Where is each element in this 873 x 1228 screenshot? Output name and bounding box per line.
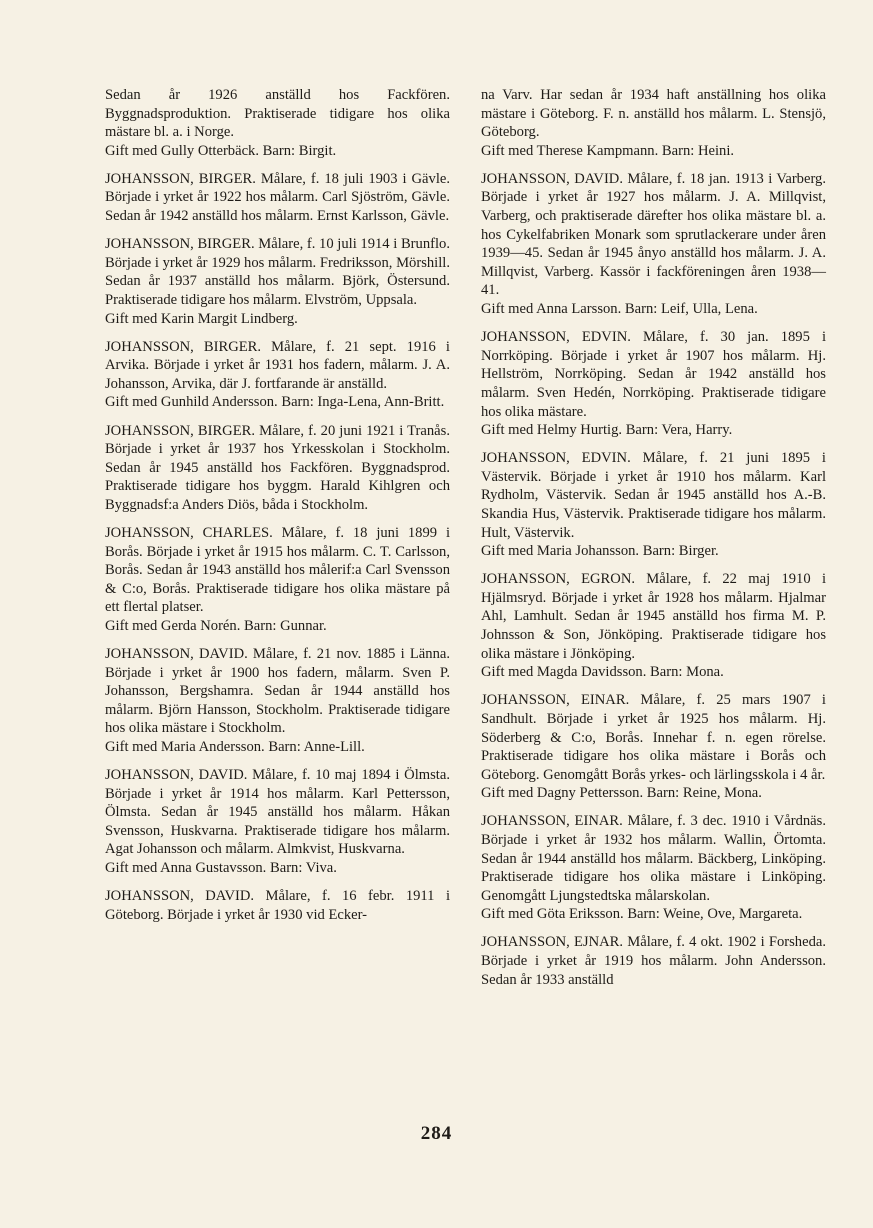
biography-entry [105,422,450,515]
entry-text: JOHANSSON, EJNAR. Målare, f. 4 okt. 1902 i Forsheda. Började i yrket år 1919 hos målarm. John Andersson. Sedan år 1933 anställd [481,934,826,988]
entry-family: Gift med Karin Margit Lindberg. [105,310,298,327]
biography-entry [481,691,826,803]
biography-entry [105,86,450,160]
right-column [481,86,826,999]
entry-text: JOHANSSON, CHARLES. Målare, f. 18 juni 1899 i Borås. Började i yrket år 1915 hos målarm. C. T. Carlsson, Borås. Sedan år 1943 anställd hos målerif:a Carl Svensson & C:o, Borås. Praktiserade tidigare hos olika mästare på ett flertal platser. [105,524,450,616]
left-column [105,86,450,934]
entry-family: Gift med Gully Otterbäck. Barn: Birgit. [105,142,337,159]
biography-entry [481,570,826,682]
entry-text: JOHANSSON, DAVID. Målare, f. 10 maj 1894 i Ölmsta. Började i yrket år 1914 hos målarm. Karl Pettersson, Ölmsta. Sedan år 1945 anställd hos målarm. Håkan Svensson, Huskvarna. Praktiserade tidigare hos målarm. Agat Johansson och målarm. Almkvist, Huskvarna. [105,767,450,858]
entry-text: JOHANSSON, BIRGER. Målare, f. 18 juli 1903 i Gävle. Började i yrket år 1922 hos målarm. Carl Sjöström, Gävle. Sedan år 1942 anställd hos målarm. Ernst Karlsson, Gävle. [105,170,450,225]
biography-entry [105,338,450,412]
entry-text: Sedan år 1926 anställd hos Fackfören. Byggnadsproduktion. Praktiserade tidigare hos olika mästare bl. a. i Norge. [105,87,450,141]
entry-text: JOHANSSON, EINAR. Målare, f. 25 mars 1907 i Sandhult. Började i yrket år 1925 hos målarm. Hj. Söderberg & C:o, Borås. Innehar f. n. egen rörelse. Praktiserade tidigare hos olika mästare i Borås och Göteborg. Genomgått Borås yrkes- och lärlingsskola i 4 år. [481,692,826,783]
entry-family: Gift med Maria Johansson. Barn: Birger. [481,543,719,560]
entry-text: JOHANSSON, EGRON. Målare, f. 22 maj 1910 i Hjälmsryd. Började i yrket år 1928 hos målarm. Hjalmar Ahl, Lamhult. Sedan år 1945 anställd hos firma M. P. Johnsson & Son, Jönköping. Praktiserade tidigare hos olika mästare i Jönköping. [481,571,826,662]
entry-family: Gift med Helmy Hurtig. Barn: Vera, Harry. [481,422,733,439]
entry-text: JOHANSSON, EDVIN. Målare, f. 21 juni 1895 i Västervik. Började i yrket år 1910 hos målarm. Karl Rydholm, Västervik. Sedan år 1945 anställd hos A.-B. Skandia Hus, Västervik. Praktiserade tidigare hos målarm. Hult, Västervik. [481,450,826,541]
entry-text: na Varv. Har sedan år 1934 haft anställning hos olika mästare i Göteborg. F. n. anställd hos målarm. L. Stensjö, Göteborg. [481,87,826,141]
entry-text: JOHANSSON, BIRGER. Målare, f. 10 juli 1914 i Brunflo. Började i yrket år 1929 hos målarm. Fredriksson, Mörshill. Sedan år 1937 anställd hos målarm. Björk, Östersund. Praktiserade tidigare hos målarm. Elvström, Uppsala. [105,236,450,308]
entry-text: JOHANSSON, BIRGER. Målare, f. 21 sept. 1916 i Arvika. Började i yrket år 1931 hos fadern, målarm. J. A. Johansson, Arvika, där J. fortfarande är anställd. [105,338,450,392]
biography-entry [105,766,450,878]
entry-text: JOHANSSON, EDVIN. Målare, f. 30 jan. 1895 i Norrköping. Började i yrket år 1907 hos målarm. Hj. Hellström, Norrköping. Sedan år 1942 anställd hos målarm. Sven Hedén, Norrköping. Praktiserade tidigare hos olika mästare. [481,329,826,420]
entry-text: JOHANSSON, DAVID. Målare, f. 16 febr. 1911 i Göteborg. Började i yrket år 1930 vid Ecker- [105,888,450,923]
entry-text: JOHANSSON, DAVID. Målare, f. 21 nov. 1885 i Länna. Började i yrket år 1900 hos fadern, målarm. Sven P. Johansson, Bergshamra. Sedan år 1944 anställd hos målarm. Björn Hansson, Stockholm. Praktiserade tidigare hos olika mästare i Stockholm. [105,646,450,737]
biography-entry [105,170,450,226]
biography-entry [481,328,826,440]
entry-family: Gift med Therese Kampmann. Barn: Heini. [481,142,735,159]
biography-entry [481,812,826,924]
biography-entry [105,887,450,924]
biography-entry [105,235,450,328]
biography-entry [481,170,826,319]
entry-text: JOHANSSON, DAVID. Målare, f. 18 jan. 1913 i Varberg. Började i yrket år 1927 hos målarm. J. A. Millqvist, Varberg, och praktiserade därefter hos olika mästare bl. a. hos Cykelfabriken Monark som sprutlackerare under åren 1939—45. Sedan år 1945 ånyo anställd hos målarm. J. A. Millqvist, Varberg. Kassör i fackföreningen åren 1938—41. [481,170,826,299]
entry-family: Gift med Göta Eriksson. Barn: Weine, Ove, Margareta. [481,906,803,923]
biography-entry [481,449,826,561]
entry-family: Gift med Dagny Pettersson. Barn: Reine, Mona. [481,785,762,802]
entry-family: Gift med Anna Gustavsson. Barn: Viva. [105,860,337,877]
biography-entry [481,86,826,160]
entry-family: Gift med Gerda Norén. Barn: Gunnar. [105,617,327,634]
entry-family: Gift med Gunhild Andersson. Barn: Inga-Lena, Ann-Britt. [105,394,445,411]
entry-family: Gift med Anna Larsson. Barn: Leif, Ulla, Lena. [481,301,758,318]
entry-family: Gift med Magda Davidsson. Barn: Mona. [481,664,724,681]
page-number: 284 [420,1123,453,1144]
entry-text: JOHANSSON, EINAR. Målare, f. 3 dec. 1910 i Vårdnäs. Började i yrket år 1932 hos målarm. Wallin, Örtomta. Sedan år 1944 anställd hos målarm. Bäckberg, Linköping. Praktiserade tidigare hos olika mästare i Linköping. Genomgått Ljungstedtska målarskolan. [481,813,826,904]
biography-entry [481,933,826,989]
entry-text: JOHANSSON, BIRGER. Målare, f. 20 juni 1921 i Tranås. Började i yrket år 1937 hos Yrkesskolan i Stockholm. Sedan år 1945 anställd hos Fackfören. Byggnadsprod. Praktiserade tidigare hos byggm. Harald Kihlgren och Byggnadsf:a Anders Diös, båda i Stockholm. [105,422,450,513]
biography-entry [105,645,450,757]
biography-entry [105,524,450,636]
entry-family: Gift med Maria Andersson. Barn: Anne-Lill. [105,739,365,755]
